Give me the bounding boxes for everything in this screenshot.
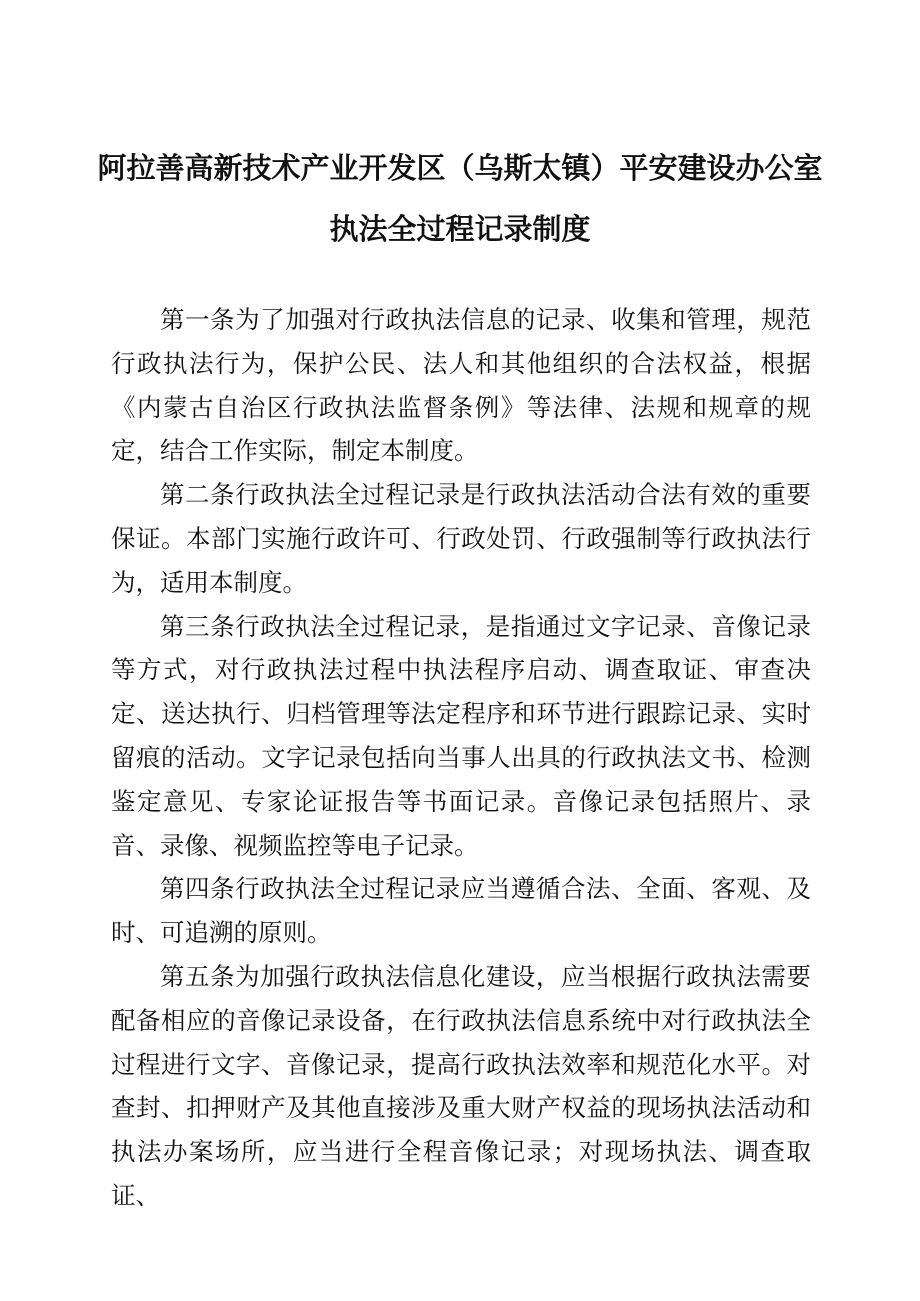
- document-title-line-2: 执法全过程记录制度: [329, 212, 591, 246]
- article-5-paragraph: 第五条为加强行政执法信息化建设，应当根据行政执法需要配备相应的音像记录设备，在行政执法信息系统中对行政执法全过程进行文字、音像记录，提高行政执法效率和规范化水平。对查封、扣押财产及其他直接涉及重大财产权益的现场执法活动和执法办案场所，应当进行全程音像记录；对现场执法、调查取证、: [111, 961, 811, 1210]
- article-4-paragraph: 第四条行政执法全过程记录应当遵循合法、全面、客观、及时、可追溯的原则。: [111, 874, 811, 948]
- article-3-paragraph: 第三条行政执法全过程记录，是指通过文字记录、音像记录等方式，对行政执法过程中执法程序启动、调查取证、审查决定、送达执行、归档管理等法定程序和环节进行跟踪记录、实时留痕的活动。文字记录包括向当事人出具的行政执法文书、检测鉴定意见、专家论证报告等书面记录。音像记录包括照片、录音、录像、视频监控等电子记录。: [111, 611, 811, 860]
- document-title-line-1: 阿拉善高新技术产业开发区（乌斯太镇）平安建设办公室: [97, 151, 823, 185]
- document-body: [111, 298, 811, 1218]
- article-2-paragraph: 第二条行政执法全过程记录是行政执法活动合法有效的重要保证。本部门实施行政许可、行政处罚、行政强制等行政执法行为，适用本制度。: [111, 480, 811, 597]
- article-1-paragraph: 第一条为了加强对行政执法信息的记录、收集和管理，规范行政执法行为，保护公民、法人和其他组织的合法权益，根据《内蒙古自治区行政执法监督条例》等法律、法规和规章的规定，结合工作实际，制定本制度。: [111, 305, 811, 466]
